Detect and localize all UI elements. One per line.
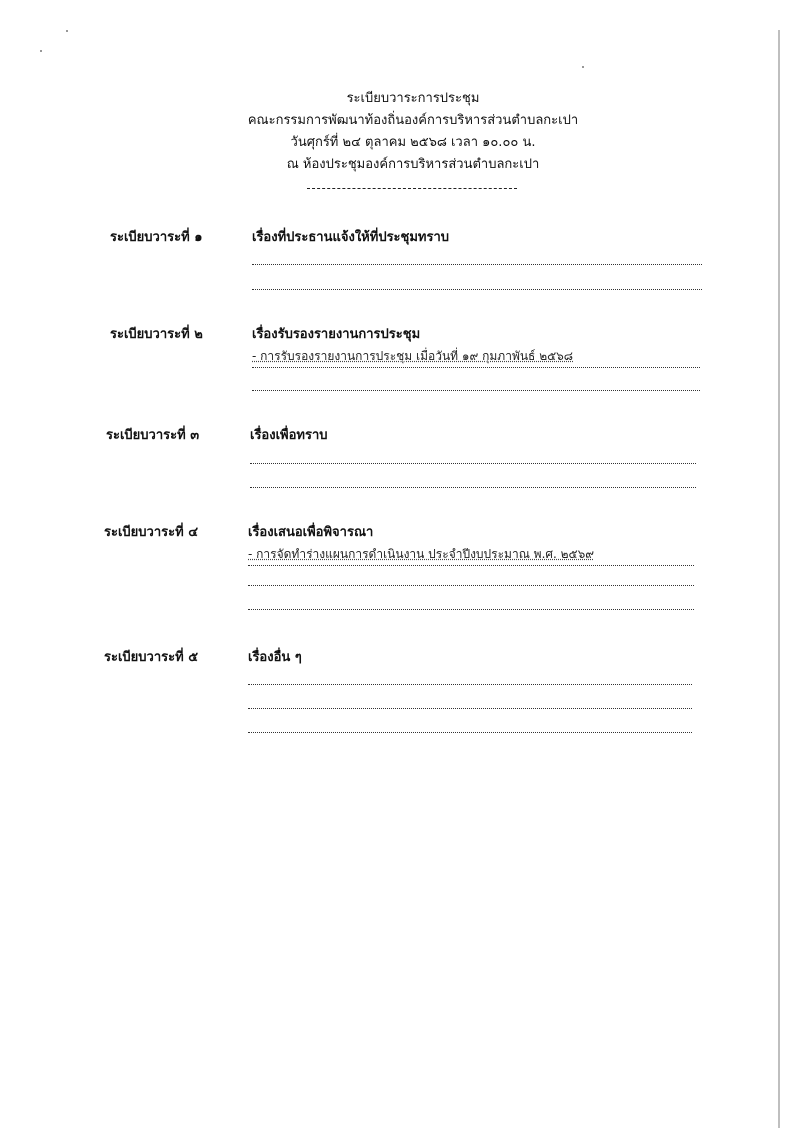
blank-line — [250, 463, 696, 464]
blank-line — [252, 367, 700, 368]
agenda-topic: เรื่องรับรองรายงานการประชุม — [252, 327, 421, 342]
header-divider — [307, 188, 517, 189]
header-date-time: วันศุกร์ที่ ๒๔ ตุลาคม ๒๕๖๘ เวลา ๑๐.๐๐ น. — [290, 135, 536, 150]
agenda-number: ระเบียบวาระที่ ๒ — [110, 327, 203, 342]
agenda-number: ระเบียบวาระที่ ๑ — [110, 230, 203, 245]
scan-speck — [582, 66, 584, 68]
header-venue: ณ ห้องประชุมองค์การบริหารส่วนตำบลกะเปา — [286, 157, 540, 172]
blank-line — [248, 732, 692, 733]
blank-line — [252, 289, 702, 290]
agenda-number: ระเบียบวาระที่ ๓ — [106, 428, 200, 443]
agenda-number: ระเบียบวาระที่ ๕ — [104, 650, 199, 665]
agenda-subitem: - การรับรองรายงานการประชุม เมื่อวันที่ ๑๙ กุมภาพันธ์ ๒๕๖๘ — [252, 349, 574, 363]
agenda-topic: เรื่องเพื่อทราบ — [250, 428, 328, 443]
header-title: ระเบียบวาระการประชุม — [346, 91, 480, 106]
agenda-topic: เรื่องอื่น ๆ — [248, 650, 302, 665]
blank-line — [252, 390, 700, 391]
agenda-topic: เรื่องเสนอเพื่อพิจารณา — [248, 525, 374, 540]
header-committee: คณะกรรมการพัฒนาท้องถิ่นองค์การบริหารส่วนตำบลกะเปา — [247, 113, 579, 128]
blank-line — [252, 264, 702, 265]
blank-line — [250, 487, 696, 488]
scan-edge-line — [778, 30, 780, 1128]
document-header — [0, 88, 800, 176]
blank-line — [248, 565, 694, 566]
blank-line — [248, 609, 694, 610]
scan-speck — [66, 30, 68, 32]
blank-line — [248, 684, 692, 685]
agenda-number: ระเบียบวาระที่ ๔ — [104, 525, 199, 540]
blank-line — [248, 585, 694, 586]
agenda-topic: เรื่องที่ประธานแจ้งให้ที่ประชุมทราบ — [252, 230, 450, 245]
scan-speck — [40, 50, 42, 52]
blank-line — [248, 708, 692, 709]
agenda-subitem: - การจัดทำร่างแผนการดำเนินงาน ประจำปีงบประมาณ พ.ศ. ๒๕๖๙ — [248, 547, 595, 561]
